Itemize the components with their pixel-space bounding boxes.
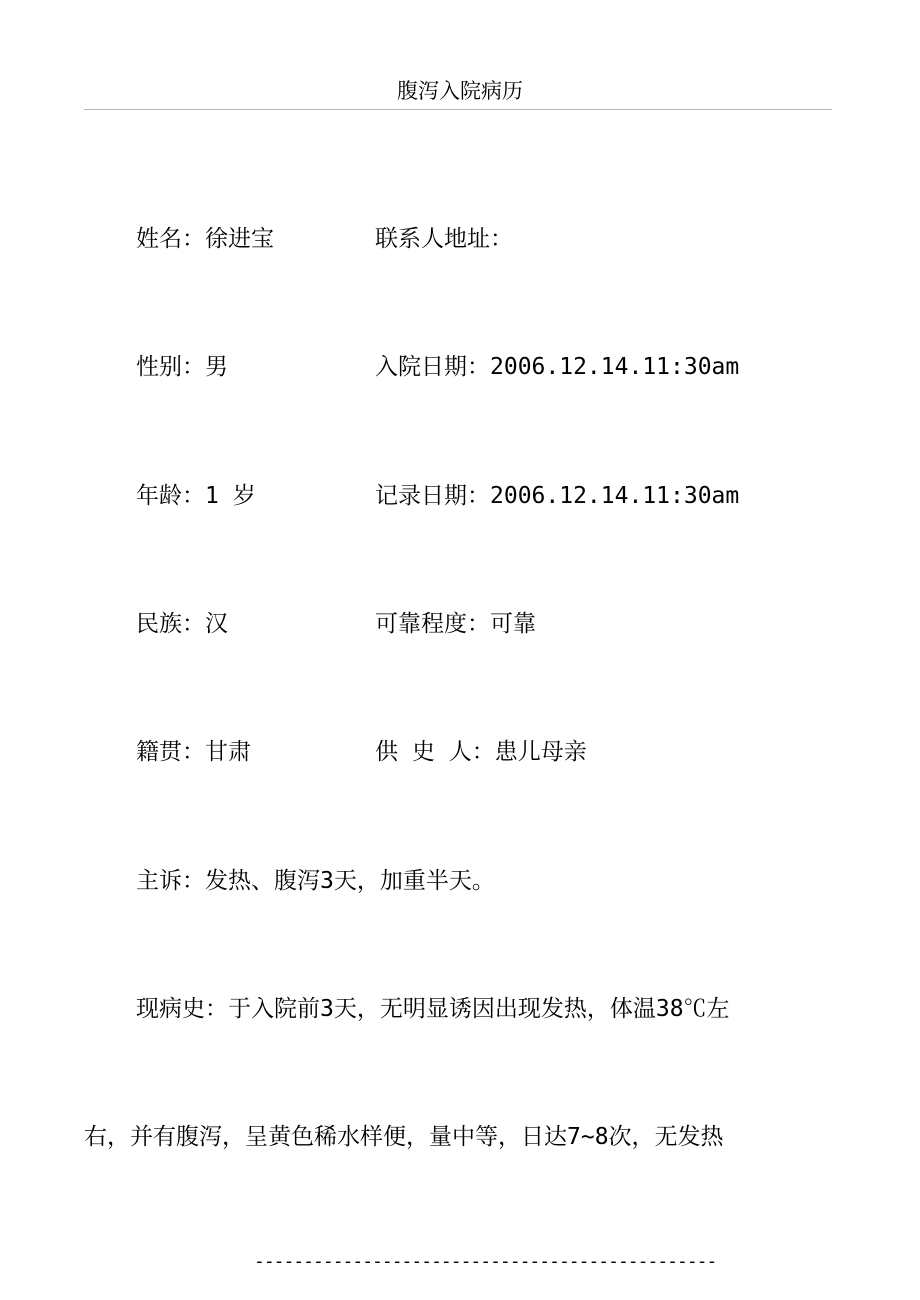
contact-address-field: 联系人地址：	[375, 226, 513, 252]
present-history-line-2: 右，并有腹泻，呈黄色稀水样便，量中等，日达7~8次，无发热	[84, 1124, 724, 1150]
chief-complaint: 主诉：发热、腹泻3天，加重半天。	[136, 868, 495, 894]
present-history-line-1: 现病史：于入院前3天，无明显诱因出现发热，体温38℃左	[136, 996, 730, 1022]
header-divider	[84, 109, 832, 110]
history-provider-field: 供 史 人：患儿母亲	[375, 739, 587, 765]
name-field: 姓名：徐进宝	[136, 226, 274, 252]
age-field: 年龄：1 岁	[136, 483, 256, 509]
ethnicity-field: 民族：汉	[136, 611, 228, 637]
native-place-field: 籍贯：甘肃	[136, 739, 251, 765]
record-date-field: 记录日期：2006.12.14.11:30am	[375, 483, 740, 509]
footer-dashed-rule: -----------------------------------------------	[254, 1251, 717, 1272]
gender-field: 性别：男	[136, 354, 228, 380]
page-header-title: 腹泻入院病历	[397, 79, 523, 103]
reliability-field: 可靠程度：可靠	[375, 611, 536, 637]
admission-date-field: 入院日期：2006.12.14.11:30am	[375, 354, 740, 380]
